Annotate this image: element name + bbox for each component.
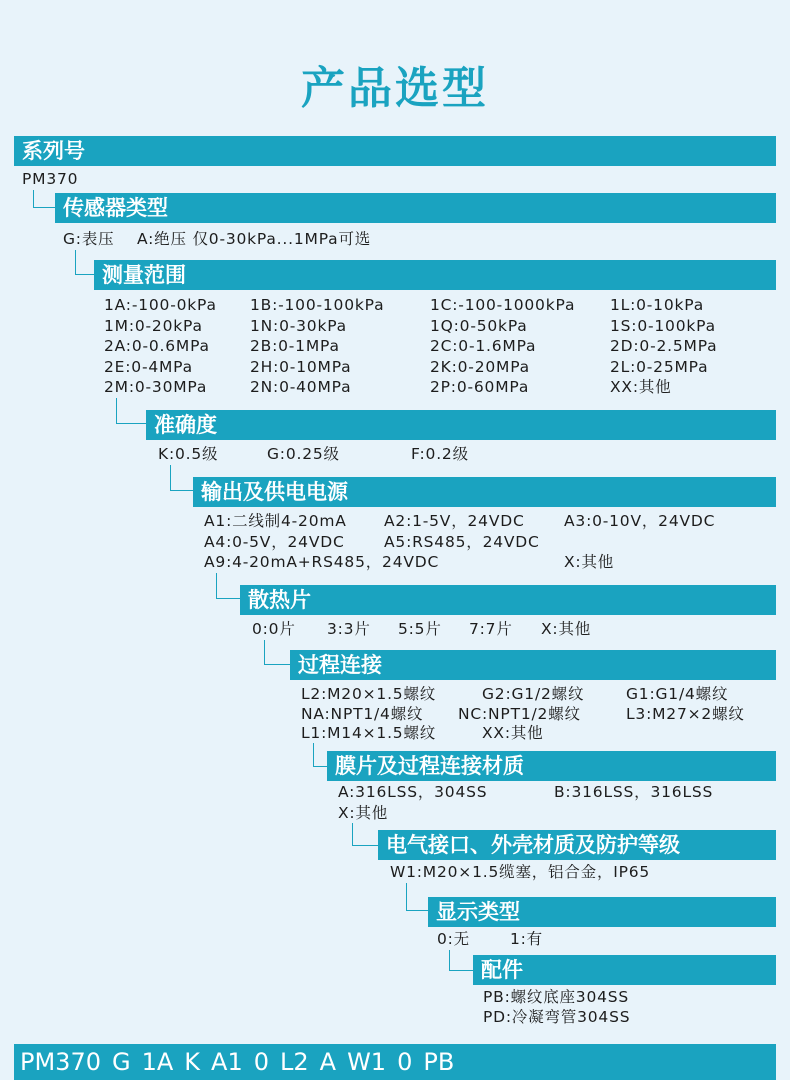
option-range: 2P:0-60MPa xyxy=(430,378,530,396)
option-output: X:其他 xyxy=(564,553,615,571)
option-output: A2:1-5V，24VDC xyxy=(384,512,525,530)
option-diaphragm-material: X:其他 xyxy=(338,804,389,822)
code-accessory: PB xyxy=(423,1048,455,1076)
option-heatsink: 0:0片 xyxy=(252,620,296,638)
option-series: PM370 xyxy=(22,170,79,188)
section-header-accuracy: 准确度 xyxy=(146,410,776,440)
section-header-process-connection: 过程连接 xyxy=(290,650,776,680)
option-range: 1M:0-20kPa xyxy=(104,317,203,335)
tree-connector xyxy=(216,573,241,599)
option-display-type: 0:无 xyxy=(437,930,470,948)
option-range: 2E:0-4MPa xyxy=(104,358,193,376)
section-header-electrical-interface: 电气接口、外壳材质及防护等级 xyxy=(378,830,776,860)
option-heatsink: 3:3片 xyxy=(327,620,371,638)
page-title: 产品选型 xyxy=(301,63,489,114)
option-process-connection: L1:M14×1.5螺纹 xyxy=(301,724,437,742)
option-range: 2D:0-2.5MPa xyxy=(610,337,718,355)
option-range: 1B:-100-100kPa xyxy=(250,296,385,314)
tree-connector xyxy=(352,823,379,846)
option-range: 1A:-100-0kPa xyxy=(104,296,217,314)
option-range: 2A:0-0.6MPa xyxy=(104,337,210,355)
option-heatsink: 5:5片 xyxy=(398,620,442,638)
tree-connector xyxy=(170,465,194,491)
option-sensor-type: G:表压 xyxy=(63,230,115,248)
option-output: A1:二线制4-20mA xyxy=(204,512,347,530)
option-accuracy: G:0.25级 xyxy=(267,445,340,463)
tree-connector xyxy=(406,883,429,911)
code-accuracy: K xyxy=(184,1048,201,1076)
option-range: 2N:0-40MPa xyxy=(250,378,352,396)
code-range: 1A xyxy=(141,1048,174,1076)
tree-connector xyxy=(449,950,474,971)
code-output: A1 xyxy=(211,1048,243,1076)
option-accuracy: K:0.5级 xyxy=(158,445,219,463)
option-range: 2H:0-10MPa xyxy=(250,358,352,376)
code-material: A xyxy=(319,1048,337,1076)
option-range: 2M:0-30MPa xyxy=(104,378,208,396)
tree-connector xyxy=(264,640,291,665)
option-diaphragm-material: B:316LSS，316LSS xyxy=(554,783,714,801)
code-series: PM370 xyxy=(20,1048,101,1076)
option-heatsink: 7:7片 xyxy=(469,620,513,638)
option-process-connection: NC:NPT1/2螺纹 xyxy=(458,705,581,723)
option-process-connection: XX:其他 xyxy=(482,724,544,742)
code-display: 0 xyxy=(397,1048,413,1076)
tree-connector xyxy=(116,398,147,424)
code-heatsink: 0 xyxy=(253,1048,270,1076)
option-range: 1C:-100-1000kPa xyxy=(430,296,576,314)
section-header-display-type: 显示类型 xyxy=(428,897,776,927)
section-header-sensor-type: 传感器类型 xyxy=(55,193,776,223)
option-output: A9:4-20mA+RS485，24VDC xyxy=(204,553,440,571)
example-model-code xyxy=(14,1044,776,1080)
option-process-connection: G2:G1/2螺纹 xyxy=(482,685,585,703)
option-electrical-interface: W1:M20×1.5缆塞，铝合金，IP65 xyxy=(390,863,651,881)
section-header-range: 测量范围 xyxy=(94,260,776,290)
option-process-connection: G1:G1/4螺纹 xyxy=(626,685,729,703)
option-range: 1Q:0-50kPa xyxy=(430,317,528,335)
option-range: 2L:0-25MPa xyxy=(610,358,709,376)
option-range: 1L:0-10kPa xyxy=(610,296,705,314)
option-accuracy: F:0.2级 xyxy=(411,445,469,463)
option-range: 2B:0-1MPa xyxy=(250,337,340,355)
section-header-accessories: 配件 xyxy=(473,955,776,985)
option-range: XX:其他 xyxy=(610,378,672,396)
option-process-connection: L2:M20×1.5螺纹 xyxy=(301,685,437,703)
option-output: A4:0-5V，24VDC xyxy=(204,533,345,551)
code-process-connection: L2 xyxy=(280,1048,309,1076)
section-header-heatsink: 散热片 xyxy=(240,585,776,615)
option-output: A3:0-10V，24VDC xyxy=(564,512,716,530)
section-header-series: 系列号 xyxy=(14,136,776,166)
option-output: A5:RS485，24VDC xyxy=(384,533,540,551)
section-header-output-power: 输出及供电电源 xyxy=(193,477,776,507)
option-diaphragm-material: A:316LSS，304SS xyxy=(338,783,488,801)
tree-connector xyxy=(313,743,328,767)
tree-connector xyxy=(75,250,95,275)
option-accessories: PB:螺纹底座304SS xyxy=(483,988,630,1006)
option-process-connection: L3:M27×2螺纹 xyxy=(626,705,745,723)
option-process-connection: NA:NPT1/4螺纹 xyxy=(301,705,424,723)
code-electrical: W1 xyxy=(347,1048,387,1076)
code-sensor-type: G xyxy=(112,1048,131,1076)
option-range: 1N:0-30kPa xyxy=(250,317,347,335)
option-range: 2C:0-1.6MPa xyxy=(430,337,537,355)
option-range: 1S:0-100kPa xyxy=(610,317,716,335)
section-header-diaphragm-material: 膜片及过程连接材质 xyxy=(327,751,776,781)
option-sensor-type: A:绝压 仅0-30kPa...1MPa可选 xyxy=(137,230,372,248)
option-display-type: 1:有 xyxy=(510,930,543,948)
option-accessories: PD:冷凝弯管304SS xyxy=(483,1008,631,1026)
option-heatsink: X:其他 xyxy=(541,620,592,638)
tree-connector xyxy=(33,190,56,208)
option-range: 2K:0-20MPa xyxy=(430,358,530,376)
